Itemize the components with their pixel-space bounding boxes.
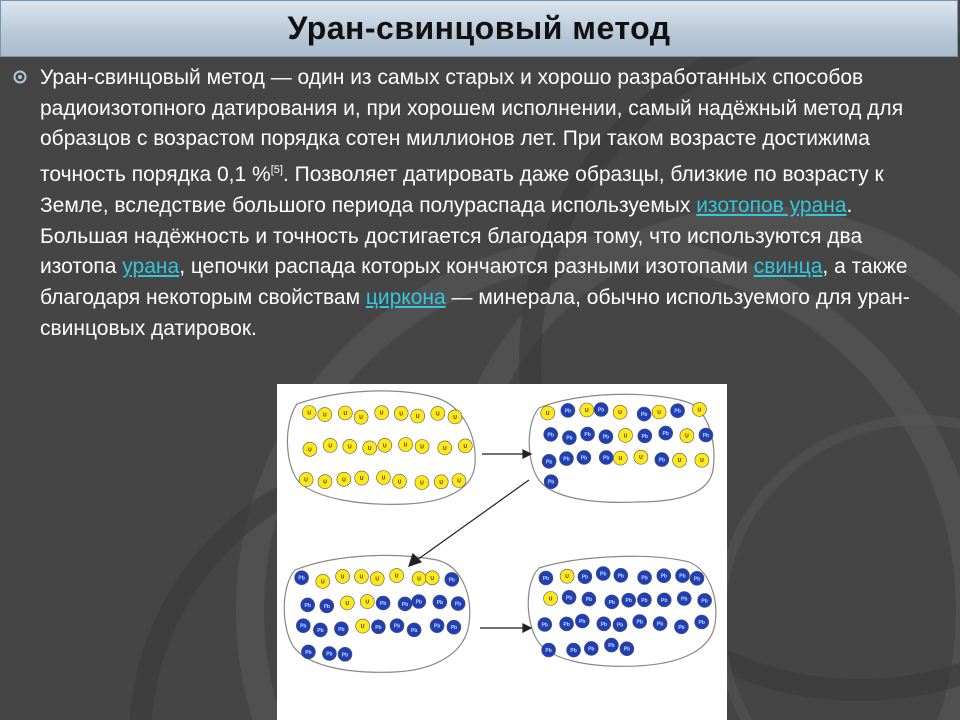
svg-text:Pb: Pb bbox=[450, 625, 458, 632]
lead-atom bbox=[674, 620, 688, 634]
lead-atom bbox=[699, 428, 713, 442]
uranium-atom bbox=[323, 438, 337, 452]
svg-text:U: U bbox=[623, 433, 628, 440]
svg-text:U: U bbox=[453, 414, 457, 421]
svg-text:U: U bbox=[342, 477, 346, 484]
uranium-atom bbox=[452, 474, 466, 488]
svg-text:Pb: Pb bbox=[623, 646, 631, 653]
uranium-atom bbox=[448, 410, 462, 424]
slide-title: Уран-свинцовый метод bbox=[287, 10, 671, 46]
lead-atom bbox=[544, 475, 558, 489]
uranium-atom bbox=[394, 406, 408, 420]
lead-atom bbox=[301, 645, 315, 659]
lead-atom bbox=[657, 569, 671, 583]
lead-atom bbox=[677, 592, 691, 606]
svg-text:Pb: Pb bbox=[393, 623, 401, 630]
svg-text:U: U bbox=[697, 407, 702, 414]
uranium-atom bbox=[354, 410, 368, 424]
svg-text:Pb: Pb bbox=[617, 573, 624, 580]
svg-text:Pb: Pb bbox=[565, 595, 573, 602]
lead-atom bbox=[577, 451, 591, 465]
lead-atom bbox=[671, 404, 685, 418]
svg-text:U: U bbox=[308, 447, 312, 454]
lead-atom bbox=[605, 595, 619, 609]
uranium-atom bbox=[390, 569, 404, 583]
body-paragraph bbox=[40, 63, 940, 344]
lead-atom bbox=[698, 593, 712, 607]
svg-text:Pb: Pb bbox=[662, 431, 669, 438]
svg-text:Pb: Pb bbox=[579, 619, 586, 625]
uranium-atom bbox=[438, 441, 452, 455]
svg-text:Pb: Pb bbox=[597, 407, 605, 414]
uranium-atom bbox=[560, 569, 574, 583]
svg-text:Pb: Pb bbox=[323, 603, 330, 610]
uranium-atom bbox=[375, 406, 389, 420]
lead-atom bbox=[561, 403, 575, 417]
svg-text:Pb: Pb bbox=[588, 646, 595, 653]
svg-text:U: U bbox=[545, 411, 550, 417]
svg-text:Pb: Pb bbox=[300, 623, 307, 630]
inline-link[interactable]: свинца bbox=[753, 255, 823, 279]
svg-text:Pb: Pb bbox=[679, 573, 686, 580]
svg-text:U: U bbox=[457, 478, 461, 485]
lead-atom bbox=[599, 430, 613, 444]
uranium-atom bbox=[340, 596, 354, 610]
uranium-atom bbox=[412, 572, 426, 586]
svg-text:Pb: Pb bbox=[600, 571, 607, 578]
svg-text:U: U bbox=[399, 411, 404, 418]
svg-text:U: U bbox=[430, 575, 435, 582]
svg-text:U: U bbox=[343, 411, 348, 417]
svg-text:Pb: Pb bbox=[545, 648, 552, 654]
svg-text:Pb: Pb bbox=[547, 432, 554, 439]
lead-atom bbox=[594, 403, 608, 417]
lead-atom bbox=[538, 618, 552, 632]
lead-atom bbox=[544, 427, 558, 441]
lead-atom bbox=[638, 571, 652, 585]
uranium-atom bbox=[343, 439, 357, 453]
svg-text:U: U bbox=[657, 410, 661, 416]
svg-text:Pb: Pb bbox=[436, 600, 444, 606]
svg-text:U: U bbox=[618, 410, 622, 417]
lead-atom bbox=[322, 647, 336, 661]
lead-atom bbox=[659, 426, 673, 440]
uranium-atom bbox=[415, 476, 429, 490]
uranium-lead-decay-diagram bbox=[277, 384, 727, 720]
uranium-atom bbox=[299, 473, 313, 487]
paragraph-text: . Позволяет датировать даже образцы, близкие по возрасту к Земле, вследствие большого периода полураспада используемых bbox=[40, 163, 884, 217]
svg-text:Pb: Pb bbox=[448, 577, 455, 584]
lead-atom bbox=[575, 614, 589, 628]
uranium-atom bbox=[363, 441, 377, 455]
svg-text:Pb: Pb bbox=[564, 408, 572, 415]
svg-text:Pb: Pb bbox=[410, 627, 418, 634]
svg-text:Pb: Pb bbox=[338, 626, 345, 633]
svg-text:Pb: Pb bbox=[608, 599, 615, 606]
svg-text:U: U bbox=[394, 573, 399, 580]
lead-atom bbox=[622, 593, 636, 607]
lead-atom bbox=[597, 617, 611, 631]
svg-text:Pb: Pb bbox=[375, 624, 382, 631]
uranium-atom bbox=[399, 438, 413, 452]
svg-text:Pb: Pb bbox=[640, 412, 648, 419]
uranium-atom bbox=[680, 429, 694, 443]
svg-text:U: U bbox=[347, 444, 352, 451]
svg-text:U: U bbox=[677, 458, 682, 465]
svg-text:Pb: Pb bbox=[641, 597, 648, 604]
inline-link[interactable]: изотопов урана bbox=[696, 193, 847, 217]
uranium-atom bbox=[431, 406, 445, 420]
svg-text:U: U bbox=[345, 600, 350, 607]
uranium-atom bbox=[544, 592, 558, 606]
svg-text:U: U bbox=[397, 479, 402, 486]
svg-text:U: U bbox=[365, 599, 370, 606]
paragraph-text: , цепочки распада которых кончаются разными изотопами bbox=[179, 255, 754, 279]
lead-atom bbox=[371, 620, 385, 634]
paragraph-text: — минерала, обычно используемого для уран-свинцовых датировок. bbox=[40, 285, 910, 340]
svg-text:U: U bbox=[420, 480, 424, 487]
svg-text:U: U bbox=[322, 412, 327, 419]
svg-text:Pb: Pb bbox=[401, 601, 409, 608]
uranium-atom bbox=[354, 570, 368, 584]
paragraph-text: . Большая надёжность и точность достигается благодаря тому, что используются два изотопа bbox=[40, 193, 863, 279]
lead-atom bbox=[582, 592, 596, 606]
svg-text:U: U bbox=[382, 443, 387, 450]
lead-atom bbox=[676, 569, 690, 583]
paragraph-text: , а также благодаря некоторым свойствам bbox=[40, 255, 908, 309]
svg-text:Pb: Pb bbox=[698, 620, 705, 626]
lead-atom bbox=[398, 597, 412, 611]
lead-atom bbox=[562, 431, 576, 445]
svg-text:U: U bbox=[548, 596, 553, 603]
lead-atom bbox=[338, 647, 352, 661]
lead-atom bbox=[451, 597, 465, 611]
lead-atom bbox=[562, 590, 576, 604]
uranium-atom bbox=[434, 475, 448, 489]
lead-atom bbox=[655, 453, 669, 467]
svg-text:Pb: Pb bbox=[603, 455, 610, 462]
svg-text:U: U bbox=[359, 476, 364, 483]
svg-text:Pb: Pb bbox=[616, 622, 624, 629]
svg-text:U: U bbox=[618, 456, 623, 463]
svg-text:Pb: Pb bbox=[580, 455, 588, 462]
uranium-atom bbox=[415, 440, 429, 454]
svg-text:U: U bbox=[304, 477, 308, 484]
svg-text:Pb: Pb bbox=[641, 575, 648, 582]
svg-text:Pb: Pb bbox=[660, 573, 667, 580]
svg-text:U: U bbox=[439, 479, 444, 486]
lead-atom bbox=[620, 642, 634, 656]
uranium-atom bbox=[370, 572, 384, 586]
svg-text:Pb: Pb bbox=[433, 623, 441, 630]
lead-atom bbox=[637, 407, 651, 421]
svg-text:U: U bbox=[360, 624, 365, 631]
uranium-atom bbox=[360, 595, 374, 609]
uranium-atom bbox=[541, 406, 555, 420]
lead-atom bbox=[633, 615, 647, 629]
lead-atom bbox=[637, 593, 651, 607]
lead-atom bbox=[614, 568, 628, 582]
svg-text:Pb: Pb bbox=[602, 434, 610, 441]
svg-text:Pb: Pb bbox=[702, 433, 710, 439]
svg-text:Pb: Pb bbox=[625, 598, 632, 605]
uranium-atom bbox=[377, 471, 391, 485]
svg-text:Pb: Pb bbox=[656, 621, 664, 628]
uranium-atom bbox=[619, 428, 633, 442]
lead-atom bbox=[433, 595, 447, 609]
lead-atom bbox=[320, 599, 334, 613]
svg-text:U: U bbox=[685, 433, 689, 440]
uranium-atom bbox=[355, 471, 369, 485]
svg-text:Pb: Pb bbox=[415, 599, 422, 606]
uranium-atom bbox=[673, 453, 687, 467]
lead-atom bbox=[334, 622, 348, 636]
svg-text:U: U bbox=[415, 414, 420, 420]
svg-text:Pb: Pb bbox=[298, 575, 305, 582]
svg-text:Pb: Pb bbox=[547, 479, 555, 486]
svg-text:Pb: Pb bbox=[563, 456, 570, 463]
svg-text:U: U bbox=[435, 411, 440, 418]
inline-link[interactable]: циркона bbox=[365, 285, 446, 309]
svg-text:U: U bbox=[420, 444, 424, 451]
svg-text:Pb: Pb bbox=[304, 602, 311, 609]
uranium-atom bbox=[316, 574, 330, 588]
lead-atom bbox=[599, 451, 613, 465]
lead-atom bbox=[407, 623, 421, 637]
svg-text:U: U bbox=[328, 443, 333, 450]
lead-atom bbox=[657, 593, 671, 607]
svg-text:Pb: Pb bbox=[563, 621, 570, 628]
svg-text:Pb: Pb bbox=[584, 432, 591, 438]
svg-text:U: U bbox=[359, 574, 364, 581]
svg-text:Pb: Pb bbox=[641, 433, 648, 440]
svg-text:U: U bbox=[463, 443, 468, 450]
uranium-atom bbox=[338, 406, 352, 420]
svg-text:Pb: Pb bbox=[326, 651, 333, 658]
lead-atom bbox=[313, 623, 327, 637]
lead-atom bbox=[604, 638, 618, 652]
lead-atom bbox=[445, 572, 459, 586]
svg-text:U: U bbox=[417, 576, 421, 583]
lead-atom bbox=[542, 643, 556, 657]
lead-atom bbox=[584, 641, 598, 655]
svg-text:Pb: Pb bbox=[678, 624, 685, 631]
uranium-atom bbox=[303, 442, 317, 456]
lead-atom bbox=[560, 617, 574, 631]
lead-atom bbox=[690, 571, 704, 585]
inline-link[interactable]: урана bbox=[122, 255, 180, 279]
svg-text:Pb: Pb bbox=[317, 627, 324, 634]
uranium-atom bbox=[458, 439, 472, 453]
uranium-atom bbox=[613, 405, 627, 419]
uranium-atom bbox=[337, 472, 351, 486]
uranium-atom bbox=[652, 405, 666, 419]
uranium-atom bbox=[318, 408, 332, 422]
lead-atom bbox=[638, 429, 652, 443]
svg-text:Pb: Pb bbox=[658, 457, 665, 464]
lead-atom bbox=[581, 427, 595, 441]
svg-text:U: U bbox=[340, 574, 345, 581]
lead-atom bbox=[578, 570, 592, 584]
svg-text:U: U bbox=[359, 415, 363, 422]
svg-text:Pb: Pb bbox=[566, 435, 573, 442]
lead-atom bbox=[613, 618, 627, 632]
svg-text:Pb: Pb bbox=[542, 576, 550, 582]
lead-atom bbox=[567, 643, 581, 657]
svg-text:Pb: Pb bbox=[701, 598, 708, 605]
svg-text:Pb: Pb bbox=[661, 597, 668, 604]
uranium-atom bbox=[336, 569, 350, 583]
svg-text:Pb: Pb bbox=[570, 648, 577, 655]
svg-text:Pb: Pb bbox=[636, 619, 643, 626]
uranium-atom bbox=[411, 409, 425, 423]
svg-text:U: U bbox=[639, 455, 643, 462]
svg-text:U: U bbox=[565, 574, 569, 581]
lead-atom bbox=[412, 595, 426, 609]
svg-text:Pb: Pb bbox=[608, 643, 615, 650]
paragraph-text: Уран-свинцовый метод — один из самых старых и хорошо разработанных способов радиоизотопного датирования и, при хорошем исполнении, самый надёжный метод для образцов с возрастом порядка сотен миллионов лет. При таком возрасте достижима точность порядка 0,1 % bbox=[40, 66, 904, 187]
uranium-atom bbox=[302, 406, 316, 420]
lead-atom bbox=[653, 617, 667, 631]
lead-atom bbox=[560, 452, 574, 466]
svg-text:Pb: Pb bbox=[585, 597, 593, 604]
bullet-icon bbox=[13, 70, 27, 84]
svg-text:Pb: Pb bbox=[541, 622, 548, 629]
lead-atom bbox=[539, 571, 553, 585]
uranium-atom bbox=[634, 450, 648, 464]
lead-atom bbox=[295, 571, 309, 585]
svg-text:U: U bbox=[379, 410, 384, 417]
svg-text:U: U bbox=[442, 445, 447, 452]
lead-atom bbox=[542, 454, 556, 468]
uranium-atom bbox=[613, 451, 627, 465]
svg-text:U: U bbox=[307, 410, 312, 417]
lead-atom bbox=[390, 619, 404, 633]
uranium-atom bbox=[318, 475, 332, 489]
svg-text:Pb: Pb bbox=[674, 408, 681, 415]
svg-text:U: U bbox=[700, 458, 704, 465]
svg-text:Pb: Pb bbox=[341, 652, 349, 659]
svg-text:U: U bbox=[323, 479, 327, 486]
uranium-atom bbox=[692, 402, 706, 416]
svg-text:Pb: Pb bbox=[305, 649, 312, 656]
svg-text:Pb: Pb bbox=[545, 459, 553, 466]
svg-text:Pb: Pb bbox=[600, 621, 607, 628]
svg-text:U: U bbox=[320, 579, 325, 586]
uranium-atom bbox=[393, 474, 407, 488]
uranium-atom bbox=[695, 453, 709, 467]
title-bar bbox=[0, 0, 958, 57]
svg-text:Pb: Pb bbox=[454, 601, 462, 608]
svg-text:U: U bbox=[375, 576, 380, 583]
svg-text:U: U bbox=[584, 408, 589, 414]
uranium-atom bbox=[356, 619, 370, 633]
lead-atom bbox=[301, 598, 315, 612]
reference-link[interactable]: [5] bbox=[270, 164, 283, 177]
svg-text:Pb: Pb bbox=[581, 574, 589, 581]
uranium-atom bbox=[378, 438, 392, 452]
lead-atom bbox=[376, 596, 390, 610]
svg-text:U: U bbox=[367, 445, 372, 452]
lead-atom bbox=[695, 615, 709, 629]
svg-text:Pb: Pb bbox=[693, 576, 701, 583]
svg-text:U: U bbox=[381, 475, 386, 482]
svg-text:Pb: Pb bbox=[379, 601, 387, 607]
svg-text:Pb: Pb bbox=[681, 596, 688, 603]
svg-text:U: U bbox=[403, 442, 408, 449]
lead-atom bbox=[596, 567, 610, 581]
lead-atom bbox=[430, 619, 444, 633]
uranium-atom bbox=[580, 403, 594, 417]
lead-atom bbox=[447, 620, 461, 634]
uranium-atom bbox=[425, 571, 439, 585]
lead-atom bbox=[296, 619, 310, 633]
